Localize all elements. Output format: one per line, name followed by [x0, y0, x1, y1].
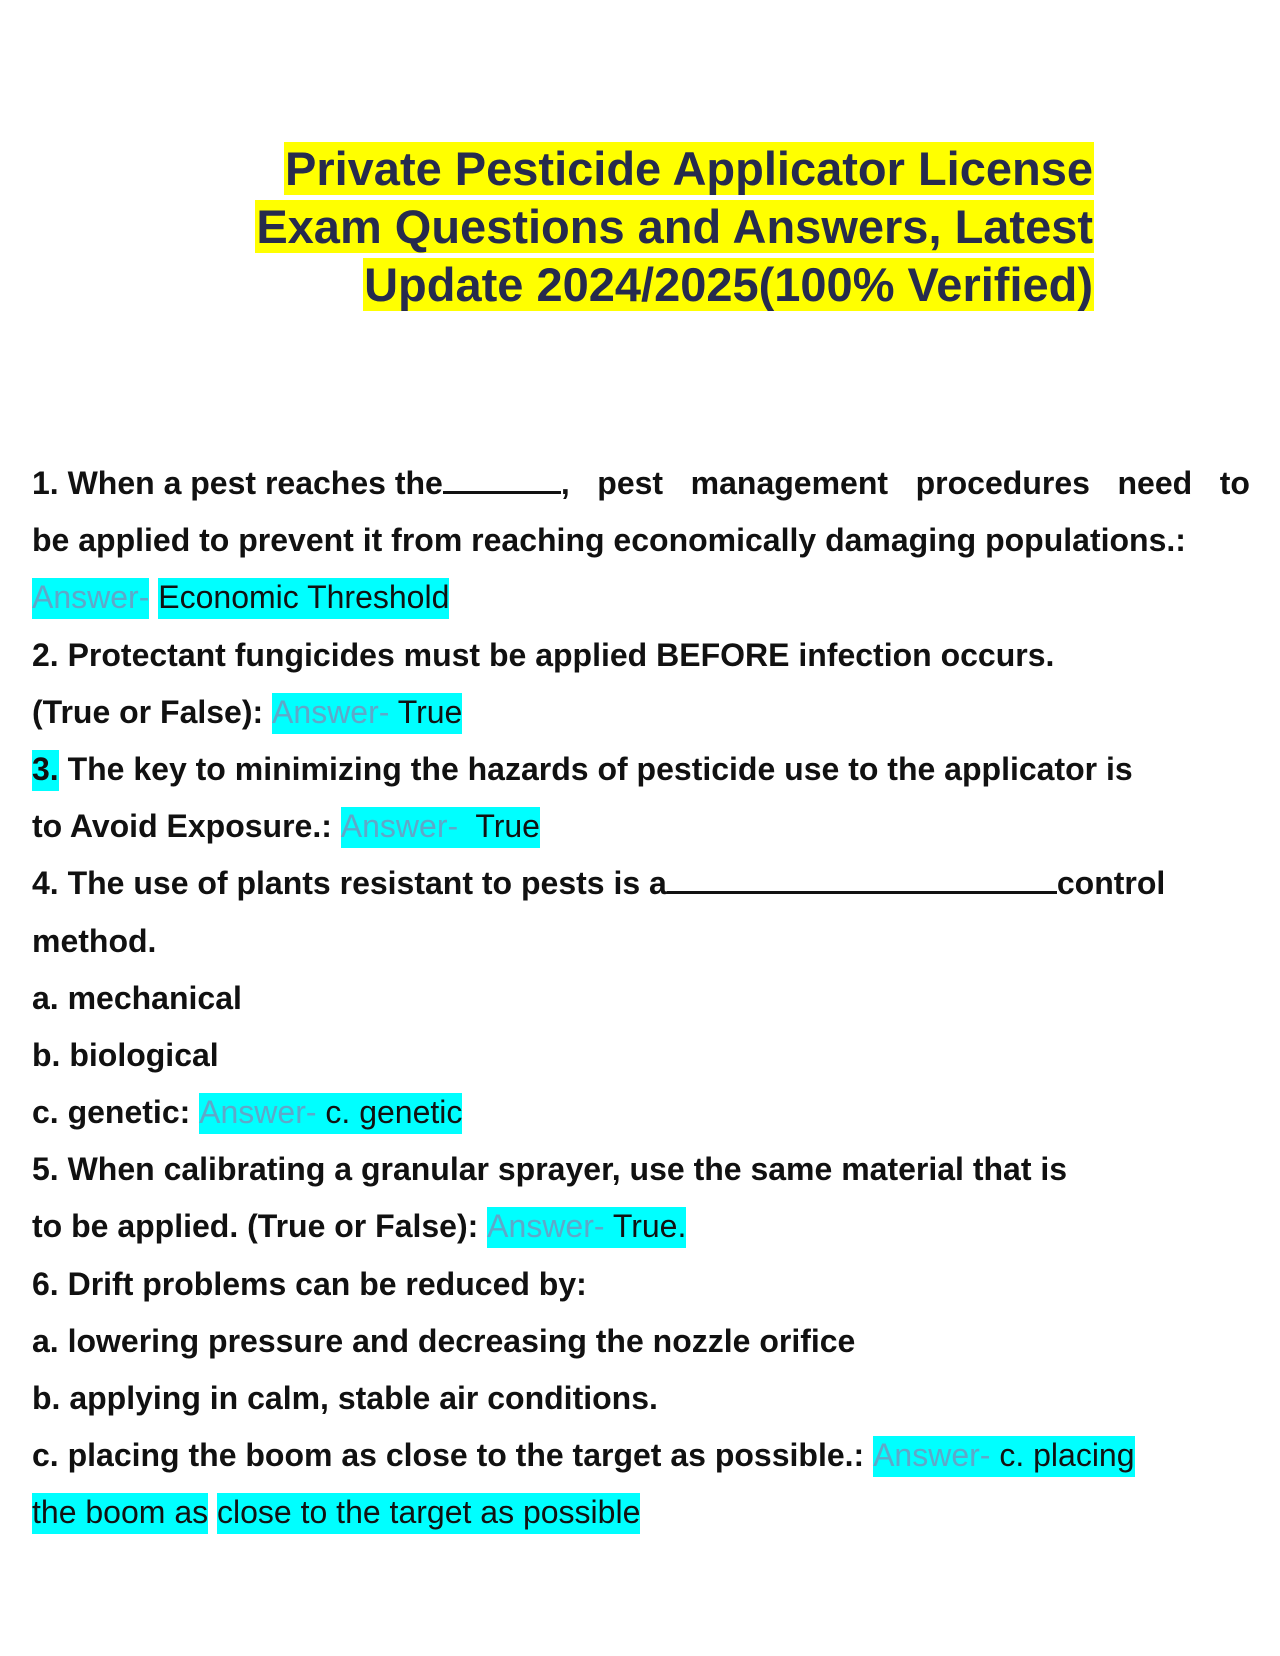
question-6-option-b: [32, 1370, 1250, 1427]
answer-text: Economic Threshold: [158, 578, 449, 619]
option-text: c. genetic:: [32, 1094, 191, 1131]
answer-text: the boom as: [32, 1493, 208, 1534]
question-5-text: to be applied. (True or False):: [32, 1208, 479, 1245]
option-text: a. lowering pressure and decreasing the nozzle orifice: [32, 1322, 856, 1359]
question-1-word: need: [1117, 465, 1193, 501]
answer-label: Answer-: [272, 693, 390, 730]
question-4-line-1: [32, 855, 1250, 912]
answer-text: True: [397, 693, 463, 730]
question-5-text: 5. When calibrating a granular sprayer, use the same material that is: [32, 1151, 1068, 1188]
document-title: [194, 140, 1094, 314]
question-4-text: method.: [32, 922, 157, 959]
question-4-option-c: [32, 1084, 1250, 1141]
answer-text: c. genetic: [325, 1094, 463, 1131]
question-4-line-2: [32, 913, 1250, 970]
question-4-option-b: [32, 1027, 1250, 1084]
answer-label: Answer-: [873, 1437, 991, 1474]
title-line-2: Exam Questions and Answers, Latest: [256, 200, 1093, 253]
question-3-text: The key to minimizing the hazards of pesticide use to the applicator is: [67, 750, 1133, 787]
question-6-answer-continued: [32, 1484, 1250, 1541]
question-1-word: management: [690, 465, 889, 501]
question-1-word: procedures: [915, 465, 1090, 501]
question-3-number: 3.: [32, 750, 59, 791]
question-5-line-2: [32, 1198, 1250, 1255]
question-1-word: ,: [560, 465, 570, 501]
question-2-text: (True or False):: [32, 693, 264, 730]
question-6-option-c: [32, 1427, 1250, 1484]
question-6-option-a: [32, 1313, 1250, 1370]
question-6-text: 6. Drift problems can be reduced by:: [32, 1265, 587, 1302]
answer-label: Answer-: [32, 578, 149, 619]
question-5-line-1: [32, 1141, 1250, 1198]
answer-label: Answer-: [340, 808, 459, 845]
answer-text: close to the target as possible: [217, 1493, 640, 1534]
question-2-line-2: [32, 684, 1250, 741]
question-1-text: be applied to prevent it from reaching economically damaging populations.:: [32, 522, 1186, 559]
question-4-option-a: [32, 970, 1250, 1027]
answer-text: c. placing: [999, 1437, 1135, 1474]
question-6-line-1: [32, 1256, 1250, 1313]
question-1-word: to: [1219, 465, 1250, 501]
question-3-text: to Avoid Exposure.:: [32, 808, 332, 845]
question-2-line-1: [32, 627, 1250, 684]
question-3-line-1: [32, 741, 1250, 798]
question-4-text: 4. The use of plants resistant to pests is a: [32, 865, 667, 902]
question-1-text: 1. When a pest reaches the: [32, 465, 443, 501]
option-text: c. placing the boom as close to the target as possible.:: [32, 1437, 865, 1474]
answer-label: Answer-: [487, 1208, 605, 1245]
question-1-line-2: [32, 512, 1250, 569]
fill-in-blank: [667, 861, 1057, 894]
question-1-answer-line: [32, 569, 1250, 626]
answer-text: True.: [612, 1208, 687, 1245]
questions-list: [32, 455, 1250, 1542]
answer-label: Answer-: [199, 1094, 317, 1131]
option-text: a. mechanical: [32, 979, 242, 1016]
question-1-line-1: [32, 455, 1250, 512]
question-2-text: 2. Protectant fungicides must be applied BEFORE infection occurs.: [32, 636, 1055, 673]
option-text: b. biological: [32, 1036, 219, 1073]
title-line-3: Update 2024/2025(100% Verified): [364, 258, 1093, 311]
title-line-1: Private Pesticide Applicator License: [284, 142, 1093, 195]
question-1-word: pest: [597, 465, 664, 501]
fill-in-blank: [443, 461, 561, 494]
answer-text: True: [475, 808, 540, 845]
question-4-text: control: [1056, 865, 1166, 902]
option-text: b. applying in calm, stable air conditions.: [32, 1380, 658, 1416]
question-3-line-2: [32, 798, 1250, 855]
